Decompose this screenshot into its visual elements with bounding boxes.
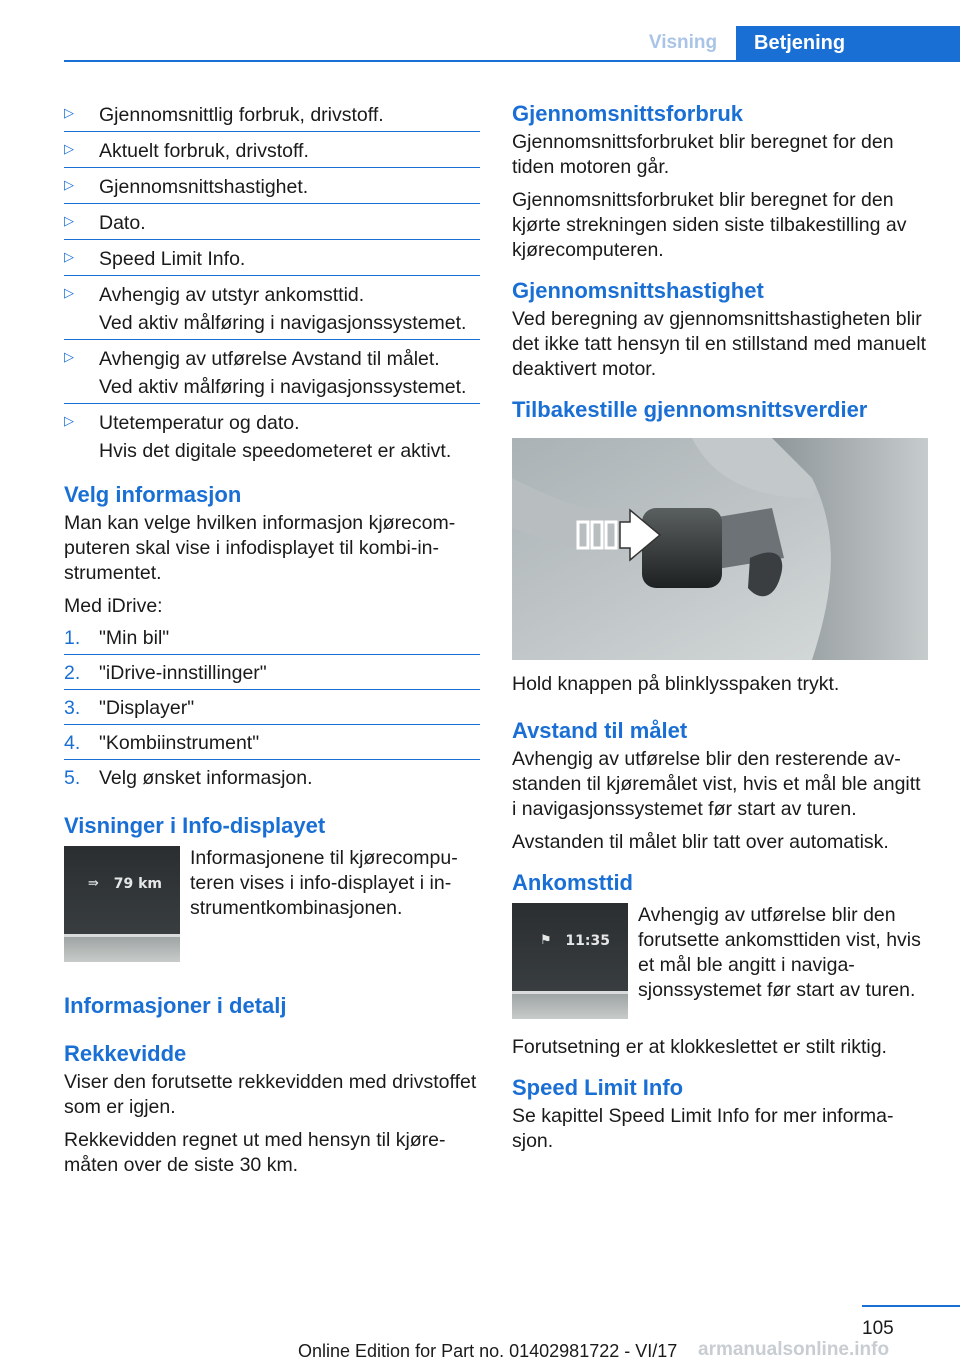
rekkevidde-heading: Rekkevidde bbox=[64, 1041, 187, 1066]
tab-betjening: Betjening bbox=[736, 26, 960, 62]
med-idrive-text: Med iDrive: bbox=[64, 595, 163, 617]
list-item: ▷ Aktuelt forbruk, drivstoff. bbox=[64, 136, 480, 168]
velg-text: Man kan velge hvilken informasjon kjørecomputeren skal vise i infodisplayet til kombi-instrumentet. bbox=[64, 512, 456, 584]
velg-heading: Velg informasjon bbox=[64, 482, 242, 507]
flag-icon: ⚑ bbox=[540, 933, 552, 948]
left-column bbox=[64, 100, 480, 1186]
list-item: ▷ Dato. bbox=[64, 208, 480, 240]
ankomst-p2: Forutsetning er at klokkeslettet er stilt riktig. bbox=[512, 1036, 887, 1058]
list-item: 1. "Min bil" bbox=[64, 623, 480, 655]
list-item: 2. "iDrive-innstillinger" bbox=[64, 658, 480, 690]
visninger-heading: Visninger i Info-displayet bbox=[64, 813, 326, 838]
watermark: armanualsonline.info bbox=[698, 1339, 890, 1360]
page-number: 105 bbox=[862, 1318, 894, 1339]
range-display-image: ⇛ 79 km bbox=[64, 846, 180, 962]
ankomst-text: Avhengig av utførelse blir den forutsette ankomsttiden vist, hvis et mål ble angitt i navigasjonssystemet før start av turen. bbox=[638, 904, 921, 1001]
rekkevidde-p2: Rekkevidden regnet ut med hensyn til kjøremåten over de siste 30 km. bbox=[64, 1129, 446, 1176]
triangle-bullet-icon: ▷ bbox=[64, 105, 74, 120]
visninger-text: Informasjonene til kjørecomputeren vises i info-displayet i instrumentkombinasjonen. bbox=[190, 847, 458, 919]
forbruk-heading: Gjennomsnittsforbruk bbox=[512, 101, 744, 126]
triangle-bullet-icon: ▷ bbox=[64, 349, 74, 364]
triangle-bullet-icon: ▷ bbox=[64, 213, 74, 228]
detalj-heading: Informasjoner i detalj bbox=[64, 993, 287, 1018]
tilbake-heading: Tilbakestille gjennomsnittsverdier bbox=[512, 397, 868, 422]
triangle-bullet-icon: ▷ bbox=[64, 141, 74, 156]
tilbake-p: Hold knappen på blinklysspaken trykt. bbox=[512, 673, 840, 695]
edition-text: Online Edition for Part no. 01402981722 - VI/17 bbox=[298, 1341, 678, 1361]
tab-visning: Visning bbox=[648, 32, 718, 53]
triangle-bullet-icon: ▷ bbox=[64, 285, 74, 300]
triangle-bullet-icon: ▷ bbox=[64, 413, 74, 428]
avstand-p2: Avstanden til målet blir tatt over automatisk. bbox=[512, 831, 889, 853]
list-item: 3. "Displayer" bbox=[64, 693, 480, 725]
arrival-display-image: ⚑ 11:35 bbox=[512, 903, 628, 1019]
list-item: ▷ Gjennomsnittshastighet. bbox=[64, 172, 480, 204]
idrive-steps bbox=[64, 623, 480, 794]
footer-rule bbox=[862, 1305, 960, 1307]
fuel-range-icon: ⇛ bbox=[88, 876, 99, 891]
forbruk-p1: Gjennomsnittsforbruket blir beregnet for den tiden motoren går. bbox=[512, 131, 894, 178]
speed-heading: Speed Limit Info bbox=[512, 1075, 684, 1100]
visninger-row bbox=[64, 846, 480, 962]
list-item: ▷ Avhengig av utførelse Avstand til målet. Ved aktiv målføring i navigasjonssystemet. bbox=[64, 344, 480, 404]
ankomst-row bbox=[512, 903, 928, 1019]
ankomst-heading: Ankomsttid bbox=[512, 870, 633, 895]
triangle-bullet-icon: ▷ bbox=[64, 177, 74, 192]
list-item: ▷ Speed Limit Info. bbox=[64, 244, 480, 276]
list-item: 4. "Kombiinstrument" bbox=[64, 728, 480, 760]
list-item: ▷ Avhengig av utstyr ankomsttid. Ved aktiv målføring i navigasjonssystemet. bbox=[64, 280, 480, 340]
speed-p: Se kapittel Speed Limit Info for mer informasjon. bbox=[512, 1105, 894, 1152]
avstand-heading: Avstand til målet bbox=[512, 718, 688, 743]
turn-signal-stalk-image bbox=[512, 438, 928, 660]
forbruk-p2: Gjennomsnittsforbruket blir beregnet for den kjørte strekningen siden siste tilbakestilling av kjørecomputeren. bbox=[512, 189, 907, 261]
triangle-bullet-icon: ▷ bbox=[64, 249, 74, 264]
avstand-p1: Avhengig av utførelse blir den resterende avstanden til kjøremålet vist, hvis et mål ble angitt i navigasjonssystemet før start av turen. bbox=[512, 748, 921, 820]
hastighet-heading: Gjennomsnittshastighet bbox=[512, 278, 764, 303]
list-item: ▷ Utetemperatur og dato. Hvis det digitale speedometeret er aktivt. bbox=[64, 408, 480, 467]
hastighet-p: Ved beregning av gjennomsnittshastigheten blir det ikke tatt hensyn til en stillstand med manuelt deaktivert motor. bbox=[512, 308, 927, 380]
list-item: ▷ Gjennomsnittlig forbruk, drivstoff. bbox=[64, 100, 480, 132]
right-column bbox=[512, 100, 928, 1162]
rekkevidde-p1: Viser den forutsette rekkevidden med drivstoffet som er igjen. bbox=[64, 1071, 477, 1118]
list-item: 5. Velg ønsket informasjon. bbox=[64, 767, 313, 789]
info-bullet-list bbox=[64, 100, 480, 467]
header-rule bbox=[64, 60, 960, 62]
